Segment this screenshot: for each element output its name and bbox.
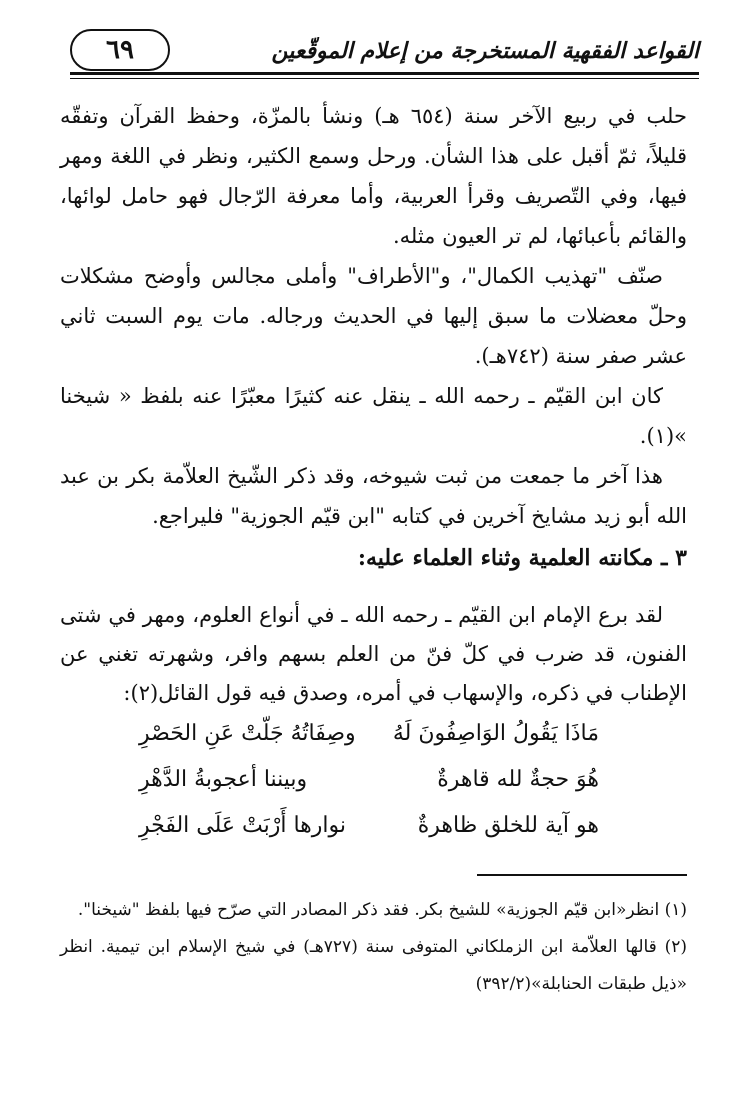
verse-first-hemistich: مَاذَا يَقُولُ الوَاصِفُونَ لَهُ xyxy=(392,721,599,746)
poem-verse xyxy=(139,711,599,757)
page-number: ٦٩ xyxy=(70,29,170,71)
verse-first-hemistich: هو آية للخلق ظاهرةٌ xyxy=(417,813,599,838)
verse-first-hemistich: هُوَ حجةٌ لله قاهرةٌ xyxy=(437,767,599,792)
poem-verse xyxy=(139,757,599,803)
main-text xyxy=(60,96,687,536)
poem-verse xyxy=(139,803,599,849)
paragraph xyxy=(60,376,687,456)
footnote: (٢) قالها العلاّمة ابن الزملكاني المتوفى سنة (٧٢٧هـ) في شيخ الإسلام ابن تيمية. انظر «ذيل طبقات الحنابلة»(٣٩٢/٢) xyxy=(60,937,687,994)
verse-second-hemistich: نوارها أَرْبَتْ عَلَى الفَجْرِ xyxy=(139,813,347,838)
paragraph xyxy=(60,596,687,713)
footnotes xyxy=(60,892,687,1003)
paragraph xyxy=(60,456,687,536)
section-text xyxy=(60,596,687,713)
footnote-separator xyxy=(477,874,687,876)
paragraph-text: كان ابن القيّم ـ رحمه الله ـ ينقل عنه كثيرًا معبّرًا عنه بلفظ « شيخنا »(١). xyxy=(60,384,687,448)
verse-second-hemistich: وصِفَاتُهُ جَلّتْ عَنِ الحَصْرِ xyxy=(139,721,356,746)
paragraph-text: هذا آخر ما جمعت من ثبت شيوخه، وقد ذكر الشّيخ العلاّمة بكر بن عبد الله أبو زيد مشايخ آخرين في كتابه "ابن قيّم الجوزية" فليراجع. xyxy=(60,464,687,528)
running-header-title: القواعد الفقهية المستخرجة من إعلام الموقّعين xyxy=(271,38,699,64)
paragraph xyxy=(60,256,687,376)
verse-second-hemistich: وبيننا أعجوبةُ الدَّهْرِ xyxy=(139,767,308,792)
header-rule-thin xyxy=(70,78,699,79)
header-rule xyxy=(70,72,699,75)
paragraph-text: لقد برع الإمام ابن القيّم ـ رحمه الله ـ في أنواع العلوم، ومهر في شتى الفنون، قد ضرب في كلّ فنّ من العلم بسهم وافر، وشهرته تغني عن الإطناب في ذكره، والإسهاب في أمره، وصدق فيه قول القائل(٢): xyxy=(60,603,687,705)
footnote: (١) انظر«ابن قيّم الجوزية» للشيخ بكر. فقد ذكر المصادر التي صرّح فيها بلفظ "شيخنا". xyxy=(77,900,687,920)
poem xyxy=(139,711,599,849)
paragraph: حلب في ربيع الآخر سنة (٦٥٤ هـ) ونشأ بالمزّة، وحفظ القرآن وتفقّه قليلاً، ثمّ أقبل على هذا الشأن. ورحل وسمع الكثير، ونظر في اللغة ومهر فيها، وفي التّصريف وقرأ العربية، وأما معرفة الرّجال فهو حامل لوائها، والقائم بأعبائها، لم تر العيون مثله. xyxy=(60,104,687,248)
paragraph-text: صنّف "تهذيب الكمال"، و"الأطراف" وأملى مجالس وأوضح مشكلات وحلّ معضلات ما سبق إليها في الحديث ورجاله. مات يوم السبت ثاني عشر صفر سنة (٧٤٢هـ). xyxy=(60,264,687,368)
section-heading: ٣ ـ مكانته العلمية وثناء العلماء عليه: xyxy=(357,545,687,571)
